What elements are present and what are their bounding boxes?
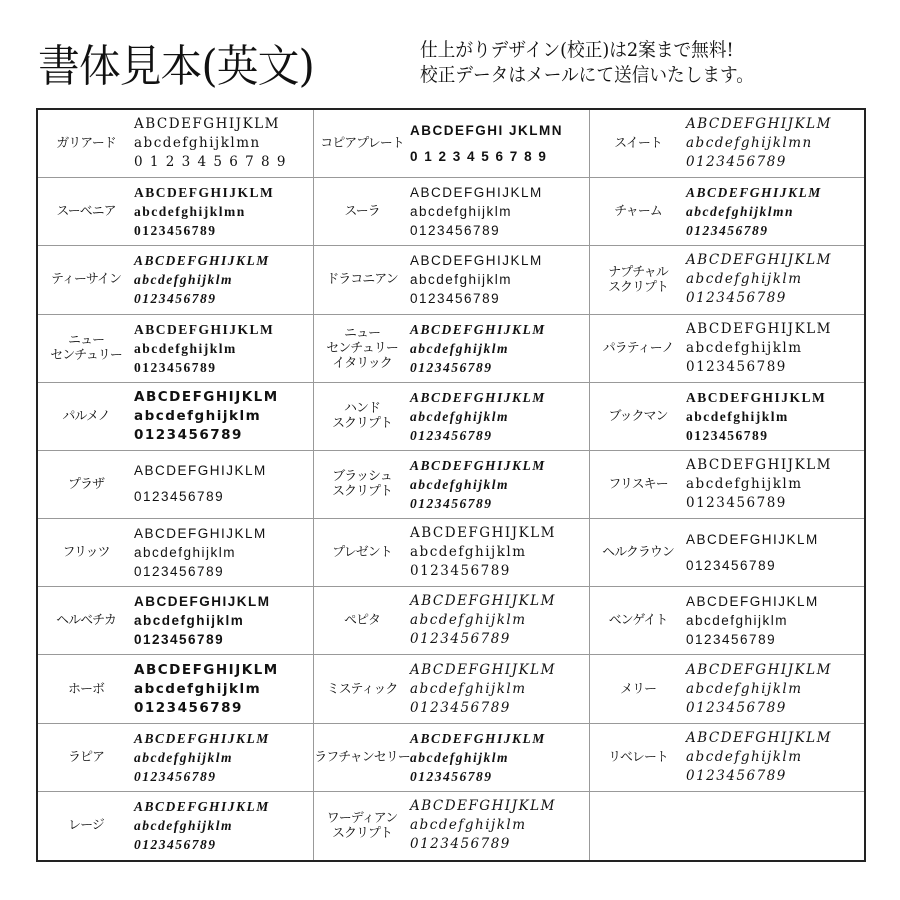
sample-line: abcdefghijklm xyxy=(686,680,803,697)
font-sample xyxy=(686,456,832,513)
sample-line: 0123456789 xyxy=(686,358,787,375)
font-sample-cell xyxy=(590,383,864,451)
sample-line: ABCDEFGHIJKLM xyxy=(134,730,270,746)
font-sample xyxy=(686,388,826,445)
sample-line: abcdefghijklm xyxy=(410,612,527,629)
sample-line: ABCDEFGHIJKLM xyxy=(410,661,556,678)
sample-line: 0123456789 xyxy=(134,426,243,443)
sample-line: ABCDEFGHIJKLM xyxy=(410,798,556,815)
sample-line: abcdefghijklm xyxy=(686,339,803,356)
font-sample-cell xyxy=(590,178,864,246)
font-sample xyxy=(410,797,556,854)
sample-line: ABCDEFGHIJKLM xyxy=(134,799,270,815)
sample-line: 0123456789 xyxy=(686,632,777,648)
font-name: スイート xyxy=(614,136,662,152)
sample-line: abcdefghijklm xyxy=(410,817,527,834)
note-line-2: 校正データはメールにて送信いたします。 xyxy=(420,64,754,86)
font-name: コピアプレート xyxy=(320,136,404,152)
sample-line: 0123456789 xyxy=(134,632,225,648)
sample-line: ABCDEFGHIJKLM xyxy=(686,116,832,133)
font-sample-cell xyxy=(314,655,590,723)
font-sample xyxy=(134,320,274,377)
font-sample-cell xyxy=(38,451,314,519)
font-name: プレゼント xyxy=(332,545,392,561)
font-sample-cell xyxy=(590,724,864,792)
sample-line: 0123456789 xyxy=(686,699,787,716)
font-name: ワーディアン スクリプト xyxy=(326,810,398,841)
sample-line: abcdefghijklm xyxy=(134,545,237,561)
font-sample xyxy=(686,592,819,649)
sample-line: 0123456789 xyxy=(686,223,769,239)
sample-line: ABCDEFGHIJKLM xyxy=(134,116,280,133)
sample-line: 0123456789 xyxy=(410,495,493,511)
font-sample-cell xyxy=(314,519,590,587)
sample-line: ABCDEFGHI JKLMN xyxy=(410,122,563,138)
sample-line: ABCDEFGHIJKLM xyxy=(686,456,832,473)
font-name: パルメノ xyxy=(62,408,110,424)
sample-line: abcdefghijklm xyxy=(686,613,789,629)
sample-line: abcdefghijklm xyxy=(410,272,513,288)
font-sample-cell xyxy=(314,315,590,383)
sample-line: abcdefghijklm xyxy=(410,749,509,765)
font-sample-cell xyxy=(314,110,590,178)
font-sample-cell xyxy=(38,110,314,178)
sample-line: 0123456789 xyxy=(686,154,787,171)
font-name: スーベニア xyxy=(56,204,116,220)
font-sample-cell xyxy=(590,519,864,587)
sample-line: 0123456789 xyxy=(686,767,787,784)
font-sample-cell xyxy=(590,655,864,723)
sample-line: ABCDEFGHIJKLM xyxy=(686,185,822,201)
sample-line: 0123456789 xyxy=(134,699,243,716)
header-note xyxy=(420,38,754,88)
sample-line: abcdefghijklm xyxy=(134,680,262,697)
font-name: ホーボ xyxy=(67,681,104,697)
font-sample xyxy=(410,524,556,581)
sample-line: ABCDEFGHIJKLM xyxy=(686,252,832,269)
sample-line: abcdefghijklm xyxy=(410,408,509,424)
font-sample-cell xyxy=(38,655,314,723)
sample-line: 0123456789 xyxy=(410,223,501,239)
sample-line: 0123456789 xyxy=(410,768,493,784)
font-name: ヘルベチカ xyxy=(56,613,116,629)
font-sample xyxy=(134,115,287,172)
font-name: ハンド スクリプト xyxy=(331,401,392,432)
sample-line: 0123456789 xyxy=(410,631,511,648)
font-sample-cell xyxy=(38,519,314,587)
sample-line: ABCDEFGHIJKLM xyxy=(134,388,279,405)
font-sample xyxy=(410,251,543,308)
font-sample-cell xyxy=(38,246,314,314)
font-sample-cell xyxy=(314,724,590,792)
sample-line: abcdefghijklmn xyxy=(686,135,813,152)
sample-line: 0123456789 xyxy=(686,494,787,511)
font-sample xyxy=(410,729,546,786)
sample-line: 0123456789 xyxy=(134,564,225,580)
sample-line: 0123456789 xyxy=(410,563,511,580)
sample-line: ABCDEFGHIJKLM xyxy=(686,320,832,337)
font-sample xyxy=(686,661,832,718)
font-sample-cell xyxy=(590,451,864,519)
sample-line: abcdefghijklm xyxy=(410,476,509,492)
font-name: ブラッシュ スクリプト xyxy=(331,469,392,500)
sample-line: 0123456789 xyxy=(410,427,493,443)
font-sample-cell xyxy=(38,724,314,792)
font-name: ブックマン xyxy=(608,408,668,424)
sample-line: ABCDEFGHIJKLM xyxy=(134,594,271,610)
sample-line: abcdefghijklm xyxy=(410,340,509,356)
font-sample-cell xyxy=(38,792,314,860)
sample-line: ABCDEFGHIJKLM xyxy=(410,321,546,337)
font-sample xyxy=(134,183,274,240)
sample-line: 0123456789 xyxy=(134,837,217,853)
sample-line: 0123456789 xyxy=(134,489,225,505)
sample-line: abcdefghijklm xyxy=(134,613,245,629)
font-sample xyxy=(134,388,279,445)
font-sample-cell xyxy=(38,178,314,246)
sample-line: ABCDEFGHIJKLM xyxy=(134,253,270,269)
font-sample xyxy=(686,729,832,786)
font-sample xyxy=(686,527,819,579)
font-name: プラザ xyxy=(67,476,104,492)
sample-line: abcdefghijklmn xyxy=(134,204,246,220)
font-name: ラピア xyxy=(67,749,104,765)
sample-line: ABCDEFGHIJKLM xyxy=(686,531,819,547)
sample-line: 0123456789 xyxy=(410,359,493,375)
sample-line: 0123456789 xyxy=(410,291,501,307)
font-sample xyxy=(134,592,271,649)
sample-line: ABCDEFGHIJKLM xyxy=(134,321,275,337)
font-name: ガリアード xyxy=(56,136,116,152)
sample-line: 0123456789 xyxy=(410,699,511,716)
font-sample xyxy=(410,456,546,513)
sample-line: ABCDEFGHIJKLM xyxy=(410,389,546,405)
sample-line: 0123456789 xyxy=(686,290,787,307)
sample-line: abcdefghijklmn xyxy=(686,204,794,220)
font-sample-table xyxy=(36,108,866,862)
sample-line: abcdefghijklm xyxy=(686,271,803,288)
sample-line: 0123456789 xyxy=(686,557,777,573)
font-sample xyxy=(410,183,543,240)
sample-line: ABCDEFGHIJKLM xyxy=(410,525,556,542)
sample-line: abcdefghijklm xyxy=(134,818,233,834)
font-sample-cell xyxy=(38,587,314,655)
sample-line: ABCDEFGHIJKLM xyxy=(686,729,832,746)
sample-line: ABCDEFGHIJKLM xyxy=(686,594,819,610)
sample-line: ABCDEFGHIJKLM xyxy=(686,389,827,405)
font-name: スーラ xyxy=(344,204,380,220)
font-sample-cell xyxy=(590,315,864,383)
font-sample-cell xyxy=(590,246,864,314)
font-sample-cell xyxy=(314,792,590,860)
font-sample xyxy=(410,661,556,718)
sample-line: ABCDEFGHIJKLM xyxy=(410,593,556,610)
font-sample xyxy=(134,797,270,854)
empty-cell xyxy=(590,792,864,860)
sample-line: abcdefghijklm xyxy=(686,408,789,424)
sample-line: 0 1 2 3 4 5 6 7 8 9 xyxy=(134,154,288,171)
font-name: ドラコニアン xyxy=(326,272,398,288)
sample-line: abcdefghijklm xyxy=(134,749,233,765)
font-sample-cell xyxy=(314,451,590,519)
font-name: ベンゲイト xyxy=(608,613,668,629)
sample-line: ABCDEFGHIJKLM xyxy=(686,661,832,678)
font-sample xyxy=(134,729,270,786)
font-sample xyxy=(686,320,832,377)
font-sample xyxy=(134,251,270,308)
sample-line: abcdefghijklm xyxy=(410,680,527,697)
sample-line: 0123456789 xyxy=(134,359,217,375)
sample-line: abcdefghijklmn xyxy=(134,135,261,152)
font-sample xyxy=(410,320,546,377)
sample-line: abcdefghijklm xyxy=(134,407,262,424)
font-sample-cell xyxy=(38,315,314,383)
sample-line: ABCDEFGHIJKLM xyxy=(134,463,267,479)
sample-line: 0 1 2 3 4 5 6 7 8 9 xyxy=(410,148,548,164)
sample-line: ABCDEFGHIJKLM xyxy=(410,457,546,473)
sample-line: ABCDEFGHIJKLM xyxy=(134,661,279,678)
sample-line: 0123456789 xyxy=(686,427,769,443)
font-name: パラティーノ xyxy=(602,340,674,356)
font-sample xyxy=(410,592,556,649)
font-sample xyxy=(134,661,279,718)
font-name: ラフチャンセリー xyxy=(314,749,410,765)
sample-line: ABCDEFGHIJKLM xyxy=(410,185,543,201)
font-name: ペピタ xyxy=(343,613,380,629)
sample-line: abcdefghijklm xyxy=(686,475,803,492)
font-sample xyxy=(410,388,546,445)
sample-line: 0123456789 xyxy=(134,768,217,784)
font-name: チャーム xyxy=(614,204,662,220)
font-sample-cell xyxy=(590,587,864,655)
sample-line: 0123456789 xyxy=(410,836,511,853)
font-name: ニュー センチュリー xyxy=(50,333,122,364)
sample-line: 0123456789 xyxy=(134,223,217,239)
font-name: ナプチャル スクリプト xyxy=(607,264,668,295)
page-title: 書体見本(英文) xyxy=(38,41,314,92)
font-sample xyxy=(686,183,822,240)
font-name: メリー xyxy=(619,681,656,697)
sample-line: ABCDEFGHIJKLM xyxy=(134,185,275,201)
font-name: ミスティック xyxy=(326,681,398,697)
font-name: レージ xyxy=(68,818,104,834)
font-sample-cell xyxy=(314,587,590,655)
font-name: フリスキー xyxy=(608,476,668,492)
font-name: ティーサイン xyxy=(50,272,122,288)
sample-line: abcdefghijklm xyxy=(410,544,527,561)
sample-line: abcdefghijklm xyxy=(410,204,513,220)
sample-line: abcdefghijklm xyxy=(134,340,237,356)
sample-line: 0123456789 xyxy=(134,291,217,307)
font-sample xyxy=(410,118,563,170)
font-sample xyxy=(686,251,832,308)
note-line-1: 仕上がりデザイン(校正)は2案まで無料! xyxy=(420,39,734,61)
sample-line: ABCDEFGHIJKLM xyxy=(410,253,543,269)
font-sample-cell xyxy=(314,246,590,314)
font-sample-cell xyxy=(590,110,864,178)
sample-line: ABCDEFGHIJKLM xyxy=(410,730,546,746)
font-name: フリッツ xyxy=(62,545,110,561)
font-sample-cell xyxy=(38,383,314,451)
font-sample xyxy=(134,524,267,581)
font-name: リベレート xyxy=(608,749,668,765)
font-sample-cell xyxy=(314,383,590,451)
sample-line: ABCDEFGHIJKLM xyxy=(134,526,267,542)
font-sample xyxy=(686,115,832,172)
font-sample-cell xyxy=(314,178,590,246)
font-name: ヘルクラウン xyxy=(602,545,674,561)
sample-line: abcdefghijklm xyxy=(134,272,233,288)
sample-line: abcdefghijklm xyxy=(686,748,803,765)
font-name: ニュー センチュリー イタリック xyxy=(326,325,398,371)
font-sample xyxy=(134,458,267,510)
